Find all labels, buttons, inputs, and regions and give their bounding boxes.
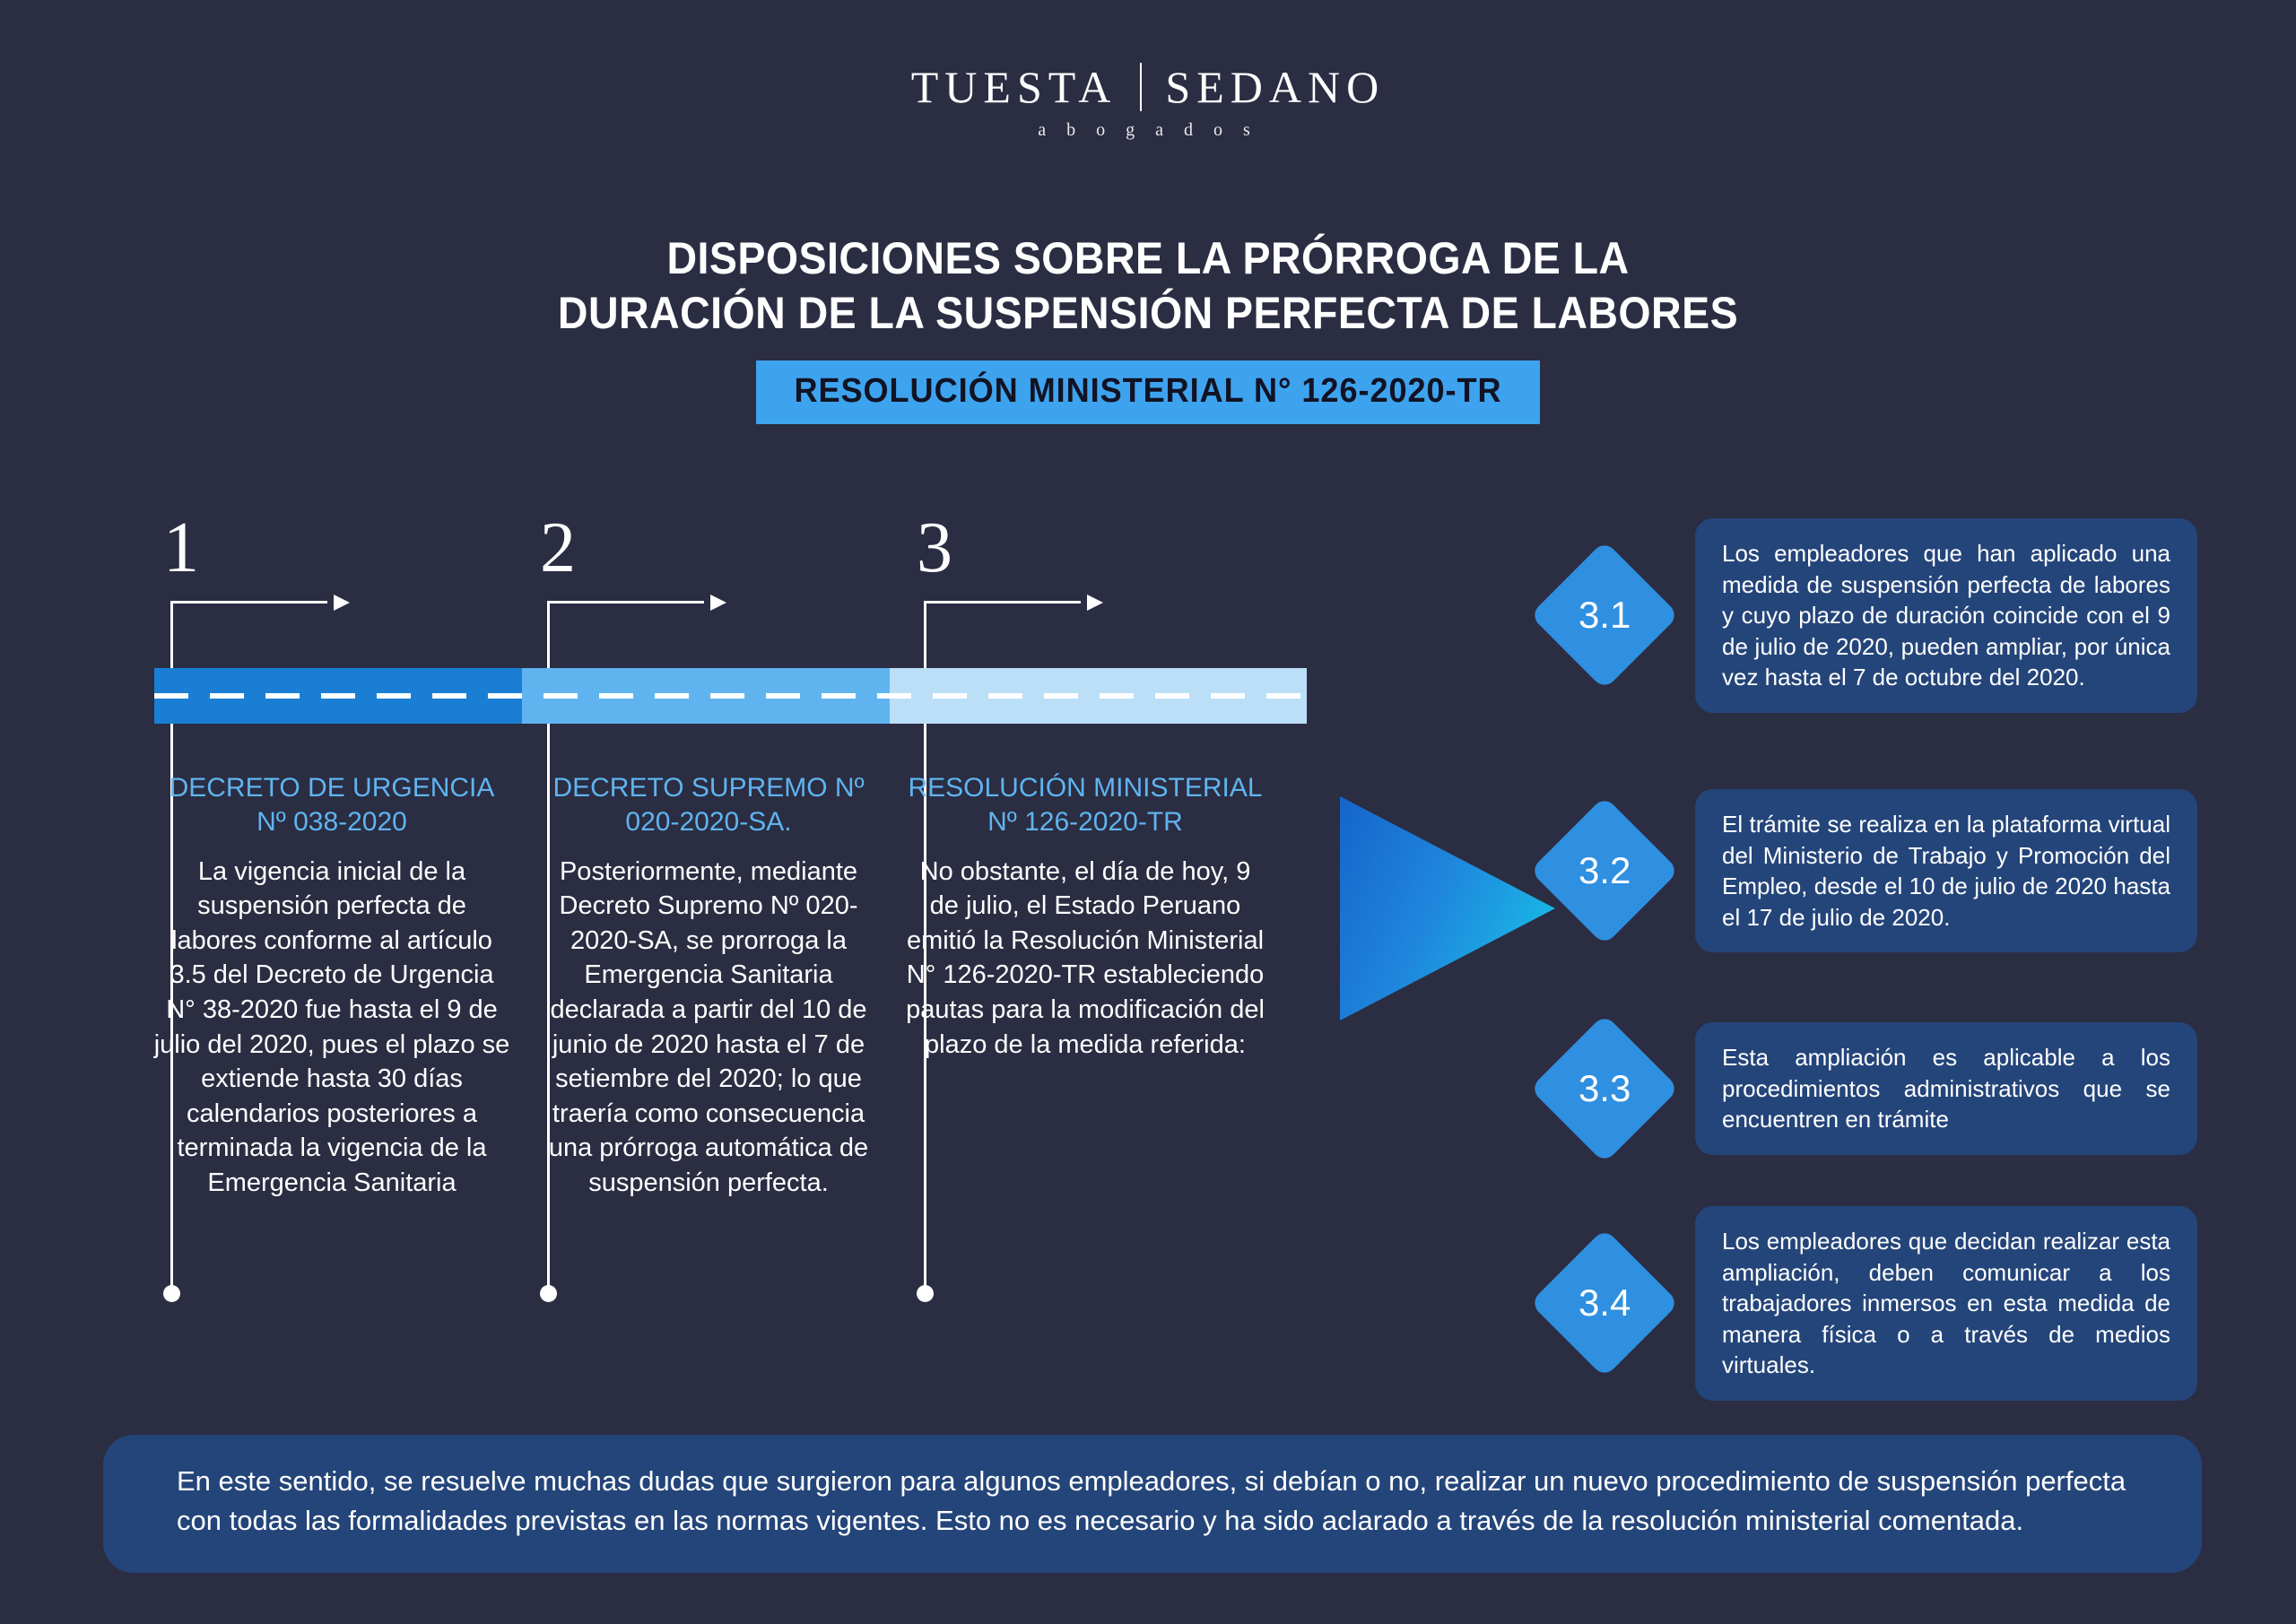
step-2-heading: DECRETO SUPREMO Nº 020-2020-SA.: [552, 773, 865, 838]
detail-item-3-1: [1552, 518, 2197, 713]
logo-tagline: a b o g a d o s: [1038, 120, 1258, 140]
detail-badge-3-4-label: 3.4: [1578, 1281, 1631, 1324]
logo-divider: [1140, 63, 1142, 111]
detail-item-3-4: [1552, 1206, 2197, 1401]
detail-card-3-4: Los empleadores que decidan realizar esta ampliación, deben comunicar a los trabajadores inmersos en esta medida de manera física o a través de medios virtuales.: [1695, 1206, 2197, 1401]
step-2-text-block: [529, 771, 888, 1200]
timeline-step-1-number: 1: [163, 508, 199, 587]
timeline-step-2-number: 2: [540, 508, 576, 587]
step-3-body: No obstante, el día de hoy, 9 de julio, el Estado Peruano emitió la Resolución Ministerial N° 126-2020-TR estableciendo pautas para la modificación del plazo de la medida referida:: [906, 856, 1265, 1059]
title-line-1: DISPOSICIONES SOBRE LA PRÓRROGA DE LA: [666, 233, 1630, 283]
detail-badge-3-1-label: 3.1: [1578, 594, 1631, 637]
title-line-2: DURACIÓN DE LA SUSPENSIÓN PERFECTA DE LABORES: [557, 288, 1739, 338]
detail-item-3-3: [1552, 1022, 2197, 1155]
logo-row: [0, 63, 2296, 111]
detail-badge-3-4: [1530, 1229, 1680, 1378]
page-title: [0, 231, 2296, 424]
timeline-end-dot: [917, 1285, 934, 1302]
detail-card-3-1: Los empleadores que han aplicado una medida de suspensión perfecta de labores y cuyo plazo de duración coincide con el 9 de julio de 2020, pueden ampliar, por única vez hasta el 7 de octubre del 2020.: [1695, 518, 2197, 713]
timeline-end-dot: [163, 1285, 180, 1302]
step-3-heading: RESOLUCIÓN MINISTERIAL Nº 126-2020-TR: [908, 773, 1263, 838]
timeline-step-3: [897, 508, 1274, 612]
detail-badge-3-2-label: 3.2: [1578, 849, 1631, 892]
step-1-body: La vigencia inicial de la suspensión perfecta de labores conforme al artículo 3.5 del Decreto de Urgencia N° 38-2020 fue hasta el 9 de julio del 2020, pues el plazo se extiende hasta 30 días calendarios posteriores a terminada la vigencia de la Emergencia Sanitaria: [153, 856, 510, 1197]
logo-word-primary: TUESTA: [910, 62, 1118, 112]
step-1-heading: DECRETO DE URGENCIA Nº 038-2020: [169, 773, 495, 838]
timeline-arrow-icon: [170, 593, 350, 612]
arrow-triangle-icon: [1340, 796, 1555, 1020]
timeline-step-2: [520, 508, 897, 612]
footer-note: En este sentido, se resuelve muchas dudas que surgieron para algunos empleadores, si debían o no, realizar un nuevo procedimiento de suspensión perfecta con todas las formalidades previstas en las normas vigentes. Esto no es necesario y ha sido aclarado a través de la resolución ministerial comentada.: [103, 1435, 2202, 1573]
detail-badge-3-3: [1530, 1013, 1680, 1163]
subtitle-band: RESOLUCIÓN MINISTERIAL N° 126-2020-TR: [756, 360, 1540, 424]
step-2-body: Posteriormente, mediante Decreto Supremo Nº 020-2020-SA, se prorroga la Emergencia Sanitaria declarada a partir del 10 de junio de 2020 hasta el 7 de setiembre del 2020; lo que traería como consecuencia una prórroga automática de suspensión perfecta.: [548, 856, 869, 1197]
detail-item-3-2: [1552, 789, 2197, 952]
timeline-arrow-icon: [547, 593, 726, 612]
detail-badge-3-3-label: 3.3: [1578, 1066, 1631, 1109]
timeline-end-dot: [540, 1285, 557, 1302]
timeline-step-1: [144, 508, 520, 612]
phase-bars: [154, 668, 1307, 724]
detail-card-3-2: El trámite se realiza en la plataforma virtual del Ministerio de Trabajo y Promoción del Empleo, desde el 10 de julio de 2020 hasta el 17 de julio de 2020.: [1695, 789, 2197, 952]
brand-logo: [0, 63, 2296, 141]
detail-badge-3-2: [1530, 796, 1680, 946]
timeline-step-3-number: 3: [917, 508, 952, 587]
dashed-line: [154, 693, 1307, 699]
timeline-arrow-icon: [924, 593, 1103, 612]
step-1-text-block: [152, 771, 511, 1200]
logo-word-secondary: SEDANO: [1165, 62, 1386, 112]
detail-card-3-3: Esta ampliación es aplicable a los procedimientos administrativos que se encuentren en trámite: [1695, 1022, 2197, 1155]
detail-badge-3-1: [1530, 541, 1680, 690]
step-3-text-block: [906, 771, 1265, 1062]
